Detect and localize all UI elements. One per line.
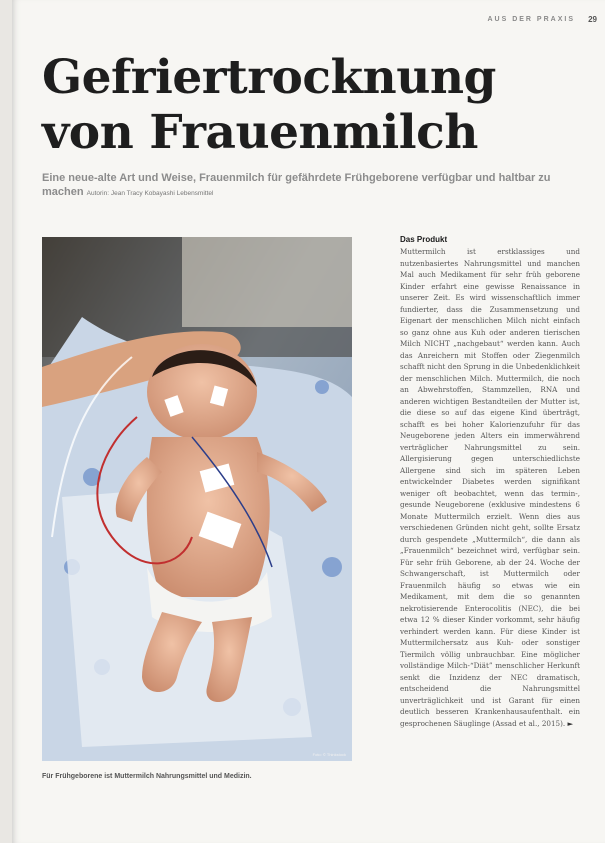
article-body-text: Muttermilch ist erstklassiges und nutzenbasiertes Nahrungsmittel und manchen Mal auch Medikament für sehr früh geborene Kinder erfahrt eine gewisse Renaissance in unserer Zeit. Es wird wissenschaftlich immer fundierter, dass die Zusammensetzung und Eigenart der menschlichen Milch nicht einfach so ganz ohne aus Kuh oder anderen tierischen Milch NICHT „nachgebaut“ werden kann. Auch das Anreichern mit Stoffen oder Ziegenmilch schafft nicht den Sprung in die Unbedenklichkeit der menschlichen Milch. Muttermilch, die noch an Abwehrstoffen, Stammzellen, RNA und anderen wichtigen Bestandteilen der Mutter ist, die diese so auf das eigene Kind überträgt, schafft es bei hoher Kalorienzufuhr für das Neugeborene jeden Alters ein immerwährend verträglicher Nahrungsmittel zu sein. Allergisierung gegen unterschiedlichste Allergene sind sich im späteren Leben entwickelnder Diabetes werden signifikant weniger oft beobachtet, wenn das termin-, gesunde Neugeborene (exklusive mindestens 6 Monate Muttermilch erzielt. Wenn dies aus verschiedenen Gründen nicht geht, sollte Ersatz durch gespendete „Muttermilch“, die dann als „Frauenmilch“ bezeichnet wird, verfügbar sein. Für sehr früh Geborene, ab der 24. Woche der Schwangerschaft, ist Muttermilch oder Frauenmilch häufig so etwas wie ein Medikament, mit dem die so genannten nekrotisierende Enterocolitis (NEC), die bei etwa 12 % dieser Kinder vorkommt, sehr häufig verhindert werden kann. Für diese Kinder ist Muttermilchersatz aus Kuh- oder sonstiger Tiermilch völlig unbrauchbar. Eine möglicher vollständige Milch-“Diät” menschlicher Herkunft senkt die Inzidenz der NEC dramatisch, entscheidend die Nahrungsmittel unverträglichkeit und ist Garant für einen deutlich besseren Krankenhausaufenthalt. ein gesprochenen Säuglinge (Assad et al., 2015).	[400, 247, 580, 728]
continue-arrow-icon: ►	[567, 718, 574, 728]
premature-baby-illustration	[42, 237, 352, 761]
section-heading: Das Produkt	[400, 235, 448, 244]
article-body	[400, 246, 580, 729]
page-number: 29	[588, 15, 597, 24]
running-head: AUS DER PRAXIS	[487, 16, 575, 23]
subtitle-text: Eine neue-alte Art und Weise, Frauenmilch für gefährdete Frühgeborene verfügbar und haltbar zu machen	[42, 172, 551, 198]
article-photo	[42, 237, 352, 761]
article-subtitle	[42, 171, 582, 201]
photo-caption: Für Frühgeborene ist Muttermilch Nahrungsmittel und Medizin.	[42, 773, 252, 780]
photo-credit: Foto: © Thinkstock	[312, 752, 346, 757]
article-headline: Gefriertrocknung von Frauenmilch	[42, 50, 496, 160]
author-line: Autorin: Jean Tracy Kobayashi Lebensmittel	[86, 190, 214, 197]
magazine-page	[12, 0, 605, 843]
article-column	[400, 235, 580, 729]
